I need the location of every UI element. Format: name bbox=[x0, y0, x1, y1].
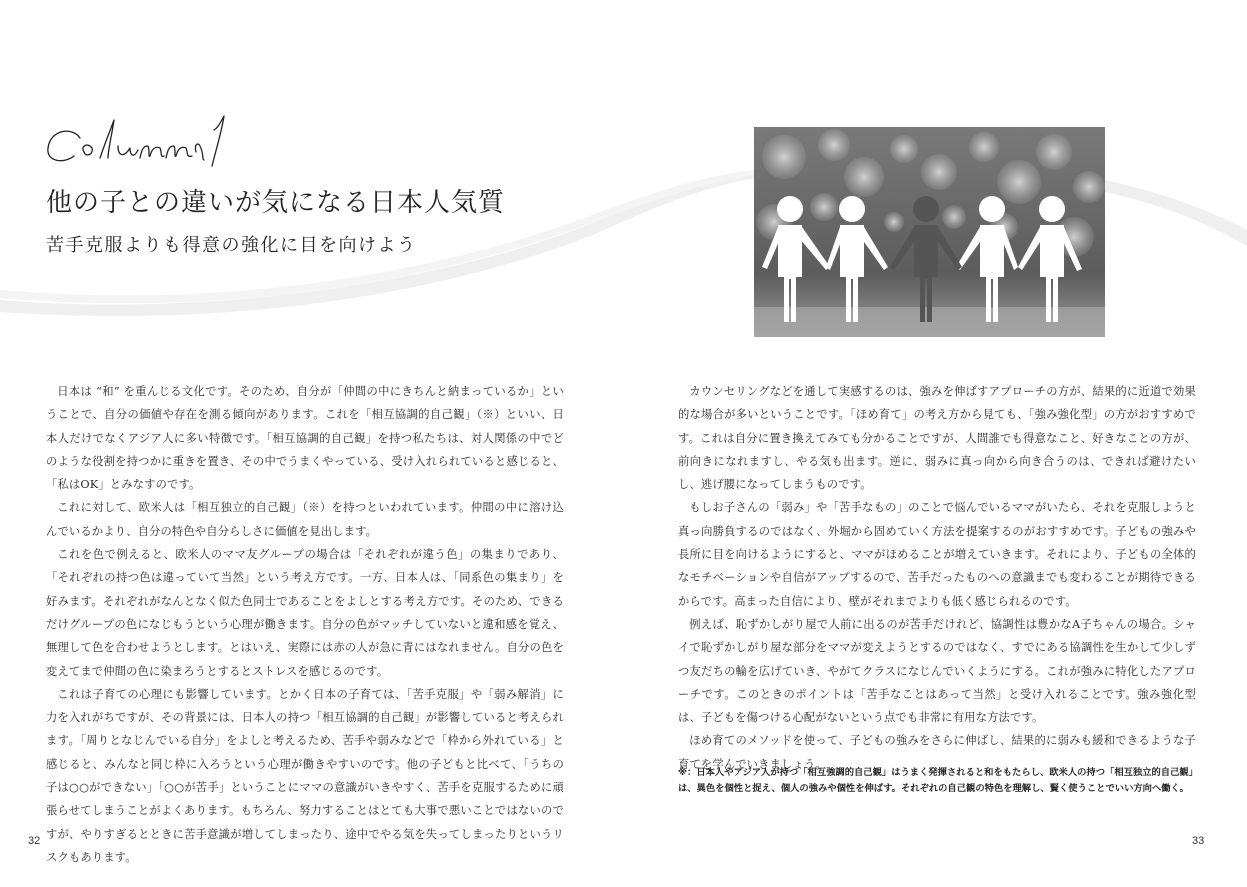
paragraph: ほめ育てのメソッドを使って、子どもの強みをさらに伸ばし、結果的に弱みも緩和できるような子育てを学んでいきましょう。 bbox=[678, 734, 1196, 771]
footnote-line: は、異色を個性と捉え、個人の強みや個性を伸ばす。それぞれの自己観の特色を理解し、賢く使うことでいい方向へ働く。 bbox=[678, 783, 1189, 794]
headline: 他の子との違いが気になる日本人気質 bbox=[46, 188, 506, 218]
paper-figures-photo bbox=[754, 127, 1105, 337]
page-number-right: 33 bbox=[1192, 835, 1205, 847]
page-number-left: 32 bbox=[28, 835, 41, 847]
paragraph: カウンセリングなどを通して実感するのは、強みを伸ばすアプローチの方が、結果的に近道で効果的な場合が多いということです。「ほめ育て」の考え方から見ても、「強み強化型」の方がおすすめです。これは自分に置き換えてみても分かることですが、人間誰でも得意なこと、好きなことの方が、前向きになれますし、やる気も出ます。逆に、弱みに真っ向から向き合うのは、できれば避けたいし、逃げ腰になってしまうものです。 bbox=[678, 385, 1196, 492]
paragraph: 日本は “和” を重んじる文化です。そのため、自分が「仲間の中にきちんと納まっているか」ということで、自分の価値や存在を測る傾向があります。これを「相互協調的自己観」（※）といい、日本人だけでなくアジア人に多い特徴です。「相互協調的自己観」を持つ私たちは、対人関係の中でどのような役割を持つかに重きを置き、その中でうまくやっている、受け入れられていると感じると、「私はOK」とみなすのです。 bbox=[46, 385, 564, 492]
column-script-title bbox=[42, 100, 242, 180]
paragraph: これを色で例えると、欧米人のママ友グループの場合は「それぞれが違う色」の集まりであり、「それぞれの持つ色は違っていて当然」という考え方です。一方、日本人は、「同系色の集まり」を好みます。それぞれがなんとなく似た色同士であることをよしとする考え方です。そのため、できるだけグループの色になじもうという心理が働きます。自分の色がマッチしていないと違和感を覚え、無理して色を合わせようとします。とはいえ、実際には赤の人が急に青にはなれません。自分の色を変えてまで仲間の色に染まろうとするとストレスを感じるのです。 bbox=[46, 548, 564, 678]
paragraph: これは子育ての心理にも影響しています。とかく日本の子育ては、「苦手克服」や「弱み解消」に力を入れがちですが、その背景には、日本人の持つ「相互協調的自己観」が影響していると考えられます。「周りとなじんでいる自分」をよしと考えるため、苦手や弱みなどで「枠から外れている」と感じると、みんなと同じ枠に入ろうという心理が働きやすいのです。他の子どもと比べて、「うちの子は○○ができない」「○○が苦手」ということにママの意識がいきやすく、苦手を克服するために頑張らせてしまうことがよくあります。もちろん、努力することはとても大事で悪いことではないのですが、やりすぎるとときに苦手意識が増してしまったり、途中でやる気を失ってしまったりというリスクもあります。 bbox=[46, 687, 564, 864]
footnote bbox=[678, 765, 1198, 797]
paragraph: もしお子さんの「弱み」や「苦手なもの」のことで悩んでいるママがいたら、それを克服しようと真っ向勝負するのではなく、外堀から固めていく方法を提案するのがおすすめです。子どもの強みや長所に目を向けるようにすると、ママがほめることが増えていきます。それにより、子どもの全体的なモチベーションや自信がアップするので、苦手だったものへの意識までも変わることが期待できるからです。高まった自信により、壁がそれまでよりも低く感じられるのです。 bbox=[678, 501, 1196, 608]
paragraph: これに対して、欧米人は「相互独立的自己観」（※）を持つといわれています。仲間の中に溶け込んでいるかより、自分の特色や自分らしさに価値を見出します。 bbox=[46, 501, 564, 538]
paragraph: 例えば、恥ずかしがり屋で人前に出るのが苦手だけれど、協調性は豊かなA子ちゃんの場合。シャイで恥ずかしがり屋な部分をママが変えようとするのではなく、すでにある協調性を生かして少しずつ友だちの輪を広げていき、やがてクラスになじんでいくようにする。これが強みに特化したアプローチです。このときのポイントは「苦手なことはあって当然」と受け入れることです。強み強化型は、子どもを傷つける心配がないという点でも非常に有用な方法です。 bbox=[678, 617, 1196, 725]
subhead: 苦手克服よりも得意の強化に目を向けよう bbox=[46, 235, 417, 256]
footnote-line: ※：日本人やアジア人が持つ「相互強調的自己観」はうまく発揮されると和をもたらし、欧米人の持つ「相互独立的自己観」 bbox=[678, 767, 1198, 778]
left-column-text bbox=[46, 380, 564, 869]
right-column-text bbox=[678, 380, 1196, 776]
